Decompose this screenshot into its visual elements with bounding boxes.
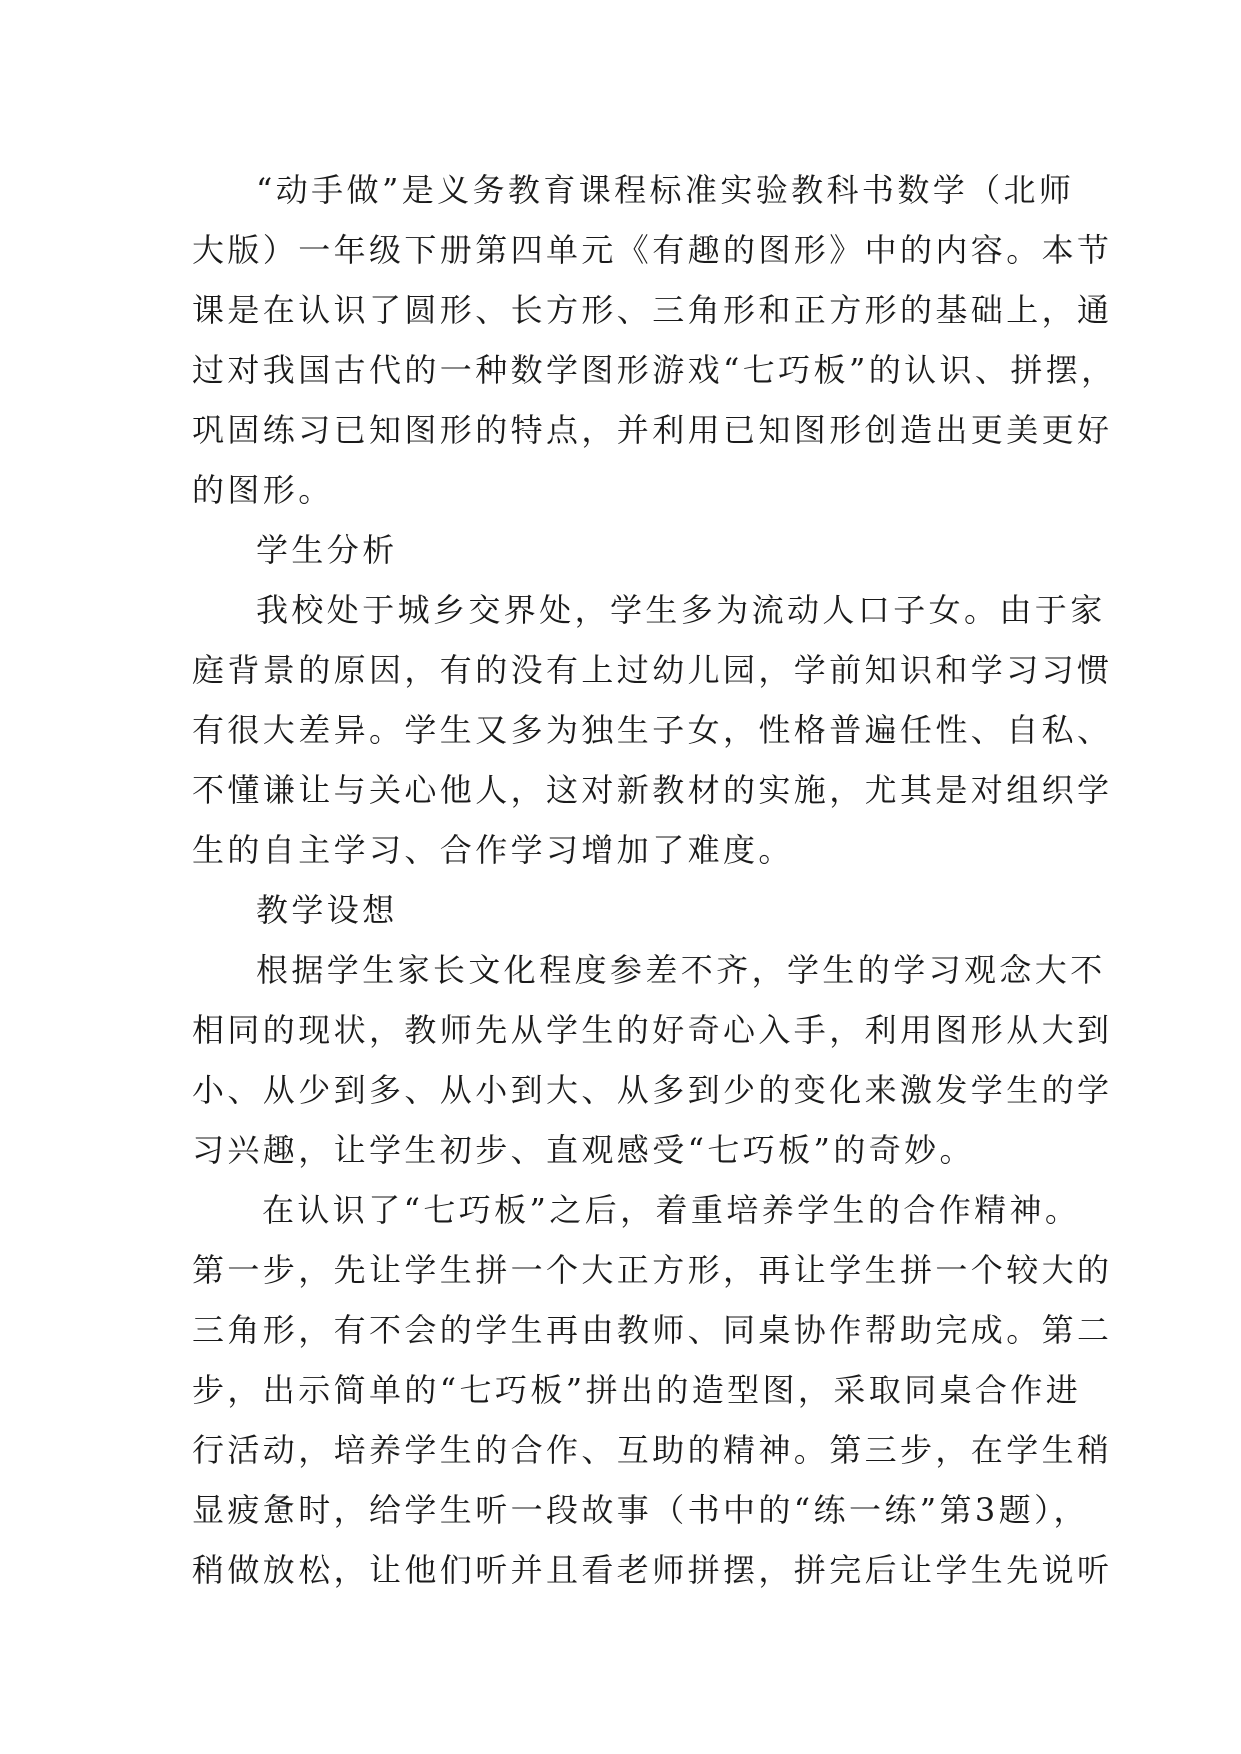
section-heading: 教学设想: [256, 891, 398, 929]
section-heading-student-analysis: [192, 520, 1072, 580]
text-line: “动手做”是义务教育课程标准实验教科书数学（北师: [256, 171, 1075, 209]
text-line: 相同的现状，教师先从学生的好奇心入手，利用图形从大到: [192, 1011, 1113, 1049]
text-line: 第一步，先让学生拼一个大正方形，再让学生拼一个较大的: [192, 1251, 1113, 1289]
section-heading: 学生分析: [256, 531, 398, 569]
text-line: 小、从少到多、从小到大、从多到少的变化来激发学生的学: [192, 1071, 1113, 1109]
text-line: 不懂谦让与关心他人，这对新教材的实施，尤其是对组织学: [192, 771, 1113, 809]
text-line: 大版）一年级下册第四单元《有趣的图形》中的内容。本节: [192, 231, 1113, 269]
paragraph-intro: [192, 160, 1117, 520]
text-line: 课是在认识了圆形、长方形、三角形和正方形的基础上，通: [192, 291, 1113, 329]
text-line: 显疲惫时，给学生听一段故事（书中的“练一练”第3题），: [192, 1491, 1089, 1529]
text-line: 在认识了“七巧板”之后，着重培养学生的合作精神。: [262, 1191, 1081, 1229]
text-line: 三角形，有不会的学生再由教师、同桌协作帮助完成。第二: [192, 1311, 1113, 1349]
text-line: 行活动，培养学生的合作、互助的精神。第三步，在学生稍: [192, 1431, 1113, 1469]
paragraph-teaching-idea: [192, 940, 1113, 1180]
text-line: 生的自主学习、合作学习增加了难度。: [192, 831, 794, 869]
text-line: 我校处于城乡交界处，学生多为流动人口子女。由于家: [256, 591, 1106, 629]
text-line: 过对我国古代的一种数学图形游戏“七巧板”的认识、拼摆，: [192, 351, 1117, 389]
text-line: 庭背景的原因，有的没有上过幼儿园，学前知识和学习习惯: [192, 651, 1113, 689]
text-line: 有很大差异。学生又多为独生子女，性格普遍任性、自私、: [192, 711, 1113, 749]
text-line: 巩固练习已知图形的特点，并利用已知图形创造出更美更好: [192, 411, 1113, 449]
text-line: 根据学生家长文化程度参差不齐，学生的学习观念大不: [256, 951, 1106, 989]
text-line: 步，出示简单的“七巧板”拼出的造型图，采取同桌合作进: [192, 1371, 1082, 1409]
text-line: 的图形。: [192, 471, 334, 509]
paragraph-cooperation: [192, 1180, 1113, 1600]
text-line: 稍做放松，让他们听并且看老师拼摆，拼完后让学生先说听: [192, 1551, 1113, 1589]
paragraph-student-analysis: [192, 580, 1113, 880]
section-heading-teaching-idea: [192, 880, 1072, 940]
document-body: [192, 160, 1117, 1600]
text-line: 习兴趣，让学生初步、直观感受“七巧板”的奇妙。: [192, 1131, 975, 1169]
